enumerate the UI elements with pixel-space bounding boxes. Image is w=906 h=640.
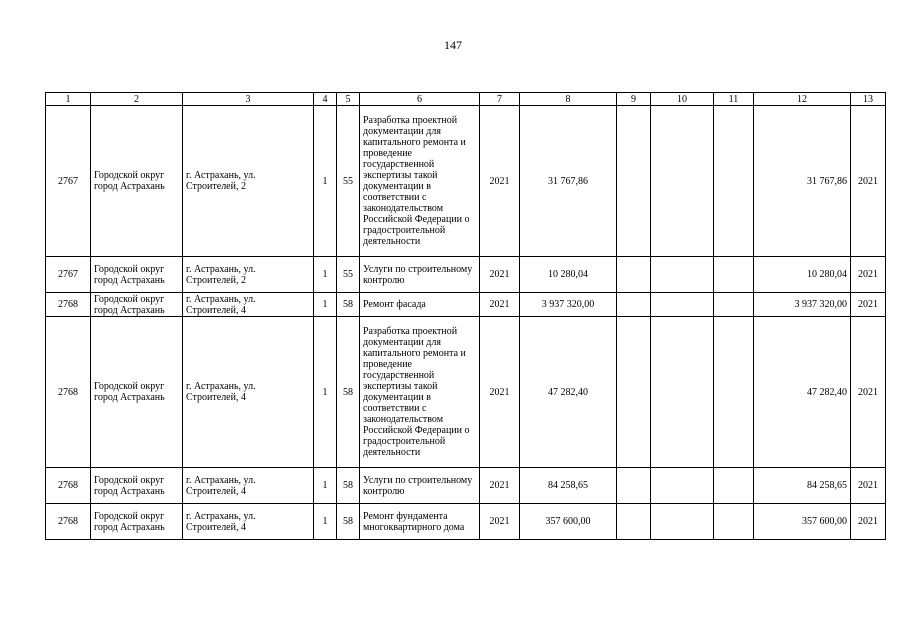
col10-cell [651,504,714,540]
year-cell: 2021 [480,317,520,468]
col9-cell [617,257,651,293]
district-cell: Городской округ город Астрахань [91,106,183,257]
header-cell: 3 [183,93,314,106]
address-cell: г. Астрахань, ул. Строителей, 4 [183,504,314,540]
col9-cell [617,106,651,257]
district-cell: Городской округ город Астрахань [91,257,183,293]
district-cell: Городской округ город Астрахань [91,317,183,468]
col11-cell [714,257,754,293]
col11-cell [714,293,754,317]
col9-cell [617,317,651,468]
row-number-cell: 2768 [46,317,91,468]
header-cell: 1 [46,93,91,106]
row-number-cell: 2767 [46,257,91,293]
year-cell: 2021 [480,257,520,293]
col12-cell: 10 280,04 [754,257,851,293]
table-row [46,504,886,540]
col9-cell [617,504,651,540]
col10-cell [651,293,714,317]
header-cell: 4 [314,93,337,106]
col11-cell [714,504,754,540]
col12-cell: 47 282,40 [754,317,851,468]
page-number: 147 [444,38,462,52]
work-type-cell: Услуги по строительному контролю [360,257,480,293]
col13-cell: 2021 [851,257,886,293]
header-row [46,93,886,106]
district-cell: Городской округ город Астрахань [91,468,183,504]
header-cell: 6 [360,93,480,106]
repair-table [45,92,886,540]
col13-cell: 2021 [851,317,886,468]
col5-cell: 55 [337,257,360,293]
col4-cell: 1 [314,106,337,257]
cost-cell: 10 280,04 [520,257,617,293]
col12-cell: 31 767,86 [754,106,851,257]
col11-cell [714,106,754,257]
header-cell: 11 [714,93,754,106]
work-type-cell: Ремонт фундамента многоквартирного дома [360,504,480,540]
cost-cell: 3 937 320,00 [520,293,617,317]
col12-cell: 3 937 320,00 [754,293,851,317]
col12-cell: 84 258,65 [754,468,851,504]
work-type-cell: Ремонт фасада [360,293,480,317]
col10-cell [651,317,714,468]
address-cell: г. Астрахань, ул. Строителей, 4 [183,293,314,317]
row-number-cell: 2768 [46,293,91,317]
col4-cell: 1 [314,257,337,293]
year-cell: 2021 [480,293,520,317]
col11-cell [714,468,754,504]
row-number-cell: 2767 [46,106,91,257]
table-row [46,293,886,317]
address-cell: г. Астрахань, ул. Строителей, 2 [183,106,314,257]
table-row [46,317,886,468]
col13-cell: 2021 [851,468,886,504]
col4-cell: 1 [314,504,337,540]
col9-cell [617,293,651,317]
cost-cell: 357 600,00 [520,504,617,540]
col5-cell: 58 [337,504,360,540]
year-cell: 2021 [480,106,520,257]
header-cell: 2 [91,93,183,106]
cost-cell: 31 767,86 [520,106,617,257]
address-cell: г. Астрахань, ул. Строителей, 4 [183,468,314,504]
col12-cell: 357 600,00 [754,504,851,540]
col13-cell: 2021 [851,504,886,540]
col5-cell: 55 [337,106,360,257]
col5-cell: 58 [337,293,360,317]
district-cell: Городской округ город Астрахань [91,293,183,317]
table-row [46,106,886,257]
address-cell: г. Астрахань, ул. Строителей, 2 [183,257,314,293]
header-cell: 9 [617,93,651,106]
work-type-cell: Разработка проектной документации для капитального ремонта и проведение государственной экспертизы такой документации в соответствии с законодательством Российской Федерации о градостроительной деятельности [360,106,480,257]
header-cell: 12 [754,93,851,106]
col5-cell: 58 [337,317,360,468]
row-number-cell: 2768 [46,468,91,504]
col10-cell [651,106,714,257]
col10-cell [651,257,714,293]
header-cell: 5 [337,93,360,106]
year-cell: 2021 [480,468,520,504]
header-cell: 13 [851,93,886,106]
cost-cell: 84 258,65 [520,468,617,504]
col5-cell: 58 [337,468,360,504]
header-cell: 10 [651,93,714,106]
cost-cell: 47 282,40 [520,317,617,468]
col10-cell [651,468,714,504]
header-cell: 8 [520,93,617,106]
year-cell: 2021 [480,504,520,540]
col9-cell [617,468,651,504]
work-type-cell: Услуги по строительному контролю [360,468,480,504]
col11-cell [714,317,754,468]
col13-cell: 2021 [851,293,886,317]
table-row [46,468,886,504]
col4-cell: 1 [314,317,337,468]
col4-cell: 1 [314,468,337,504]
header-cell: 7 [480,93,520,106]
col13-cell: 2021 [851,106,886,257]
col4-cell: 1 [314,293,337,317]
table-row [46,257,886,293]
work-type-cell: Разработка проектной документации для капитального ремонта и проведение государственной экспертизы такой документации в соответствии с законодательством Российской Федерации о градостроительной деятельности [360,317,480,468]
district-cell: Городской округ город Астрахань [91,504,183,540]
row-number-cell: 2768 [46,504,91,540]
address-cell: г. Астрахань, ул. Строителей, 4 [183,317,314,468]
